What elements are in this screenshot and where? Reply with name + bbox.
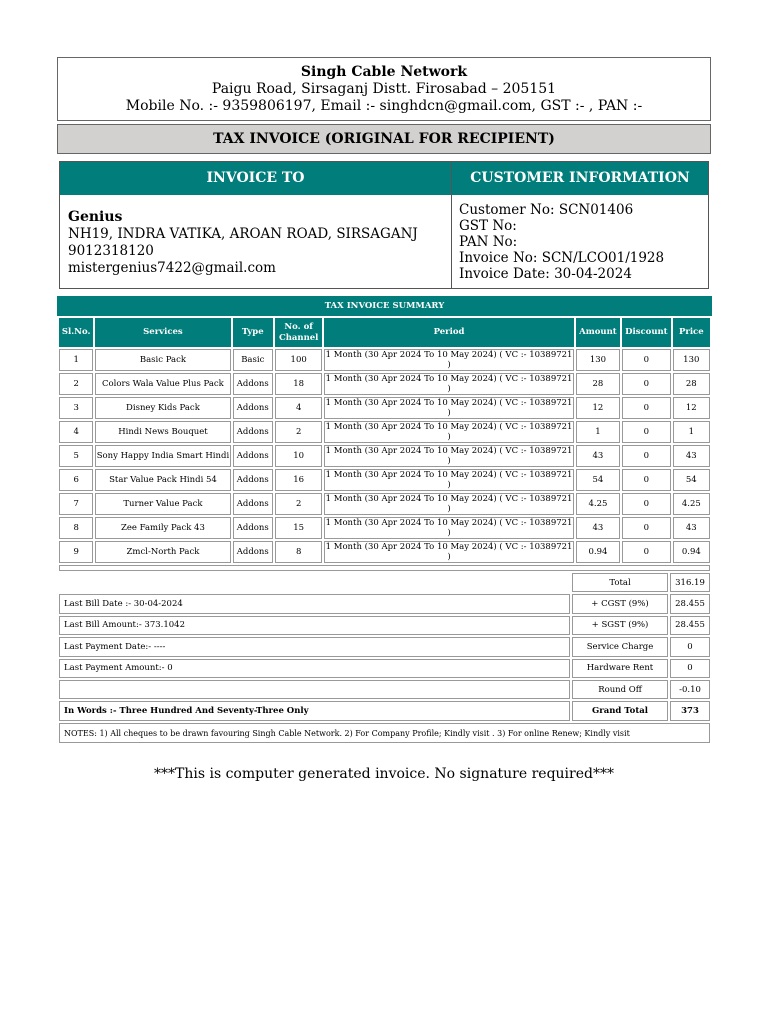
sl-no-cell: 1: [59, 349, 93, 371]
table-row: [59, 469, 710, 491]
table-row: [59, 594, 710, 613]
amount-cell: 28: [576, 373, 620, 395]
invoice-info-panel: [59, 161, 709, 289]
price-cell: 130: [673, 349, 710, 371]
channels-cell: 16: [275, 469, 322, 491]
table-row: [59, 616, 710, 635]
grand-total-value: 373: [670, 701, 710, 720]
customer-name: Genius: [68, 209, 123, 225]
sl-no-cell: 5: [59, 445, 93, 467]
grand-total-label: Grand Total: [572, 701, 668, 720]
service-charge-label: Service Charge: [572, 637, 668, 656]
type-cell: Addons: [233, 373, 273, 395]
sl-no-cell: 2: [59, 373, 93, 395]
sl-no-cell: 8: [59, 517, 93, 539]
company-header: [57, 57, 711, 121]
sl-no-cell: 9: [59, 541, 93, 563]
invoice-to-section: [60, 162, 452, 288]
channels-cell: 2: [275, 493, 322, 515]
customer-information-section: [452, 162, 708, 288]
company-address: Paigu Road, Sirsaganj Distt. Firosabad – 205151: [211, 81, 557, 97]
table-row: [59, 541, 710, 563]
table-row: [59, 349, 710, 371]
period-cell: 1 Month (30 Apr 2024 To 10 May 2024) ( VC :- 10389721 ): [325, 422, 573, 442]
company-name: Singh Cable Network: [300, 64, 468, 80]
amount-cell: 43: [576, 445, 620, 467]
price-cell: 0.94: [673, 541, 710, 563]
column-header: Services: [95, 318, 230, 347]
price-cell: 28: [673, 373, 710, 395]
discount-cell: 0: [622, 517, 670, 539]
period-cell: 1 Month (30 Apr 2024 To 10 May 2024) ( VC :- 10389721 ): [325, 542, 573, 562]
period-cell: 1 Month (30 Apr 2024 To 10 May 2024) ( VC :- 10389721 ): [325, 350, 573, 370]
price-cell: 54: [673, 469, 710, 491]
type-cell: Addons: [233, 541, 273, 563]
discount-cell: 0: [622, 541, 670, 563]
price-cell: 12: [673, 397, 710, 419]
last-bill-date: Last Bill Date :- 30-04-2024: [59, 594, 570, 613]
discount-cell: 0: [622, 445, 670, 467]
round-off-value: -0.10: [670, 680, 710, 699]
type-cell: Addons: [233, 493, 273, 515]
price-cell: 43: [673, 445, 710, 467]
amount-in-words: In Words :- Three Hundred And Seventy-Three Only: [59, 701, 570, 720]
table-row: [59, 573, 710, 592]
customer-number: Customer No: SCN01406: [459, 202, 634, 218]
cgst-label: + CGST (9%): [572, 594, 668, 613]
invoice-title: TAX INVOICE (ORIGINAL FOR RECIPIENT): [57, 124, 711, 154]
footer-note: ***This is computer generated invoice. No signature required***: [154, 766, 614, 782]
sgst-value: 28.455: [670, 616, 710, 635]
sl-no-cell: 6: [59, 469, 93, 491]
invoice-notes: NOTES: 1) All cheques to be drawn favouring Singh Cable Network. 2) For Company Profile; Kindly visit . 3) For online Renew; Kindly visit: [59, 723, 710, 743]
sl-no-cell: 4: [59, 421, 93, 443]
customer-address: NH19, INDRA VATIKA, AROAN ROAD, SIRSAGANJ: [68, 226, 418, 242]
total-label: Total: [572, 573, 668, 592]
service-cell: Basic Pack: [95, 349, 230, 371]
customer-email: mistergenius7422@gmail.com: [68, 260, 276, 276]
hardware-rent-label: Hardware Rent: [572, 659, 668, 678]
summary-title: TAX INVOICE SUMMARY: [57, 296, 712, 316]
gst-number: GST No:: [459, 218, 517, 234]
column-header: Amount: [576, 318, 620, 347]
discount-cell: 0: [622, 373, 670, 395]
pan-number: PAN No:: [459, 234, 518, 250]
service-cell: Hindi News Bouquet: [95, 421, 230, 443]
total-value: 316.19: [670, 573, 710, 592]
column-header: No. of Channel: [275, 318, 322, 347]
type-cell: Addons: [233, 445, 273, 467]
period-cell: 1 Month (30 Apr 2024 To 10 May 2024) ( VC :- 10389721 ): [325, 446, 573, 466]
column-header: Period: [324, 318, 573, 347]
table-row: [59, 493, 710, 515]
price-cell: 1: [673, 421, 710, 443]
table-header-row: [59, 318, 710, 347]
column-header: Discount: [622, 318, 670, 347]
last-payment-date: Last Payment Date:- ----: [59, 637, 570, 656]
table-row: [59, 397, 710, 419]
discount-cell: 0: [622, 349, 670, 371]
company-contact: Mobile No. :- 9359806197, Email :- singhdcn@gmail.com, GST :- , PAN :-: [125, 98, 643, 114]
service-cell: Zee Family Pack 43: [95, 517, 230, 539]
invoice-to-heading: INVOICE TO: [60, 162, 451, 195]
amount-cell: 43: [576, 517, 620, 539]
channels-cell: 8: [275, 541, 322, 563]
table-row: [59, 517, 710, 539]
totals-table: [57, 571, 712, 723]
service-cell: Colors Wala Value Plus Pack: [95, 373, 230, 395]
period-cell: 1 Month (30 Apr 2024 To 10 May 2024) ( VC :- 10389721 ): [325, 470, 573, 490]
channels-cell: 18: [275, 373, 322, 395]
tax-invoice-summary: [57, 296, 712, 743]
round-off-label: Round Off: [572, 680, 668, 699]
table-row: [59, 701, 710, 720]
customer-phone: 9012318120: [68, 243, 154, 259]
table-row: [59, 637, 710, 656]
discount-cell: 0: [622, 493, 670, 515]
hardware-rent-value: 0: [670, 659, 710, 678]
table-row: [59, 421, 710, 443]
discount-cell: 0: [622, 397, 670, 419]
invoice-date: Invoice Date: 30-04-2024: [459, 266, 632, 282]
channels-cell: 10: [275, 445, 322, 467]
discount-cell: 0: [622, 469, 670, 491]
service-cell: Disney Kids Pack: [95, 397, 230, 419]
price-cell: 43: [673, 517, 710, 539]
amount-cell: 130: [576, 349, 620, 371]
type-cell: Addons: [233, 397, 273, 419]
column-header: Price: [673, 318, 710, 347]
service-cell: Turner Value Pack: [95, 493, 230, 515]
type-cell: Addons: [233, 469, 273, 491]
sgst-label: + SGST (9%): [572, 616, 668, 635]
service-cell: Sony Happy India Smart Hindi: [95, 445, 230, 467]
column-header: Sl.No.: [59, 318, 93, 347]
items-table: [57, 316, 712, 565]
amount-cell: 4.25: [576, 493, 620, 515]
price-cell: 4.25: [673, 493, 710, 515]
cgst-value: 28.455: [670, 594, 710, 613]
channels-cell: 2: [275, 421, 322, 443]
channels-cell: 15: [275, 517, 322, 539]
period-cell: 1 Month (30 Apr 2024 To 10 May 2024) ( VC :- 10389721 ): [325, 398, 573, 418]
amount-cell: 12: [576, 397, 620, 419]
last-payment-amount: Last Payment Amount:- 0: [59, 659, 570, 678]
sl-no-cell: 3: [59, 397, 93, 419]
type-cell: Addons: [233, 517, 273, 539]
service-cell: Zmcl-North Pack: [95, 541, 230, 563]
type-cell: Basic: [233, 349, 273, 371]
table-row: [59, 680, 710, 699]
period-cell: 1 Month (30 Apr 2024 To 10 May 2024) ( VC :- 10389721 ): [325, 518, 573, 538]
table-row: [59, 445, 710, 467]
discount-cell: 0: [622, 421, 670, 443]
channels-cell: 4: [275, 397, 322, 419]
period-cell: 1 Month (30 Apr 2024 To 10 May 2024) ( VC :- 10389721 ): [325, 494, 573, 514]
channels-cell: 100: [275, 349, 322, 371]
last-bill-amount: Last Bill Amount:- 373.1042: [59, 616, 570, 635]
type-cell: Addons: [233, 421, 273, 443]
customer-information-heading: CUSTOMER INFORMATION: [452, 162, 708, 195]
column-header: Type: [233, 318, 273, 347]
service-charge-value: 0: [670, 637, 710, 656]
sl-no-cell: 7: [59, 493, 93, 515]
amount-cell: 0.94: [576, 541, 620, 563]
invoice-number: Invoice No: SCN/LCO01/1928: [459, 250, 665, 266]
amount-cell: 1: [576, 421, 620, 443]
service-cell: Star Value Pack Hindi 54: [95, 469, 230, 491]
table-row: [59, 373, 710, 395]
amount-cell: 54: [576, 469, 620, 491]
period-cell: 1 Month (30 Apr 2024 To 10 May 2024) ( VC :- 10389721 ): [325, 374, 573, 394]
table-row: [59, 659, 710, 678]
